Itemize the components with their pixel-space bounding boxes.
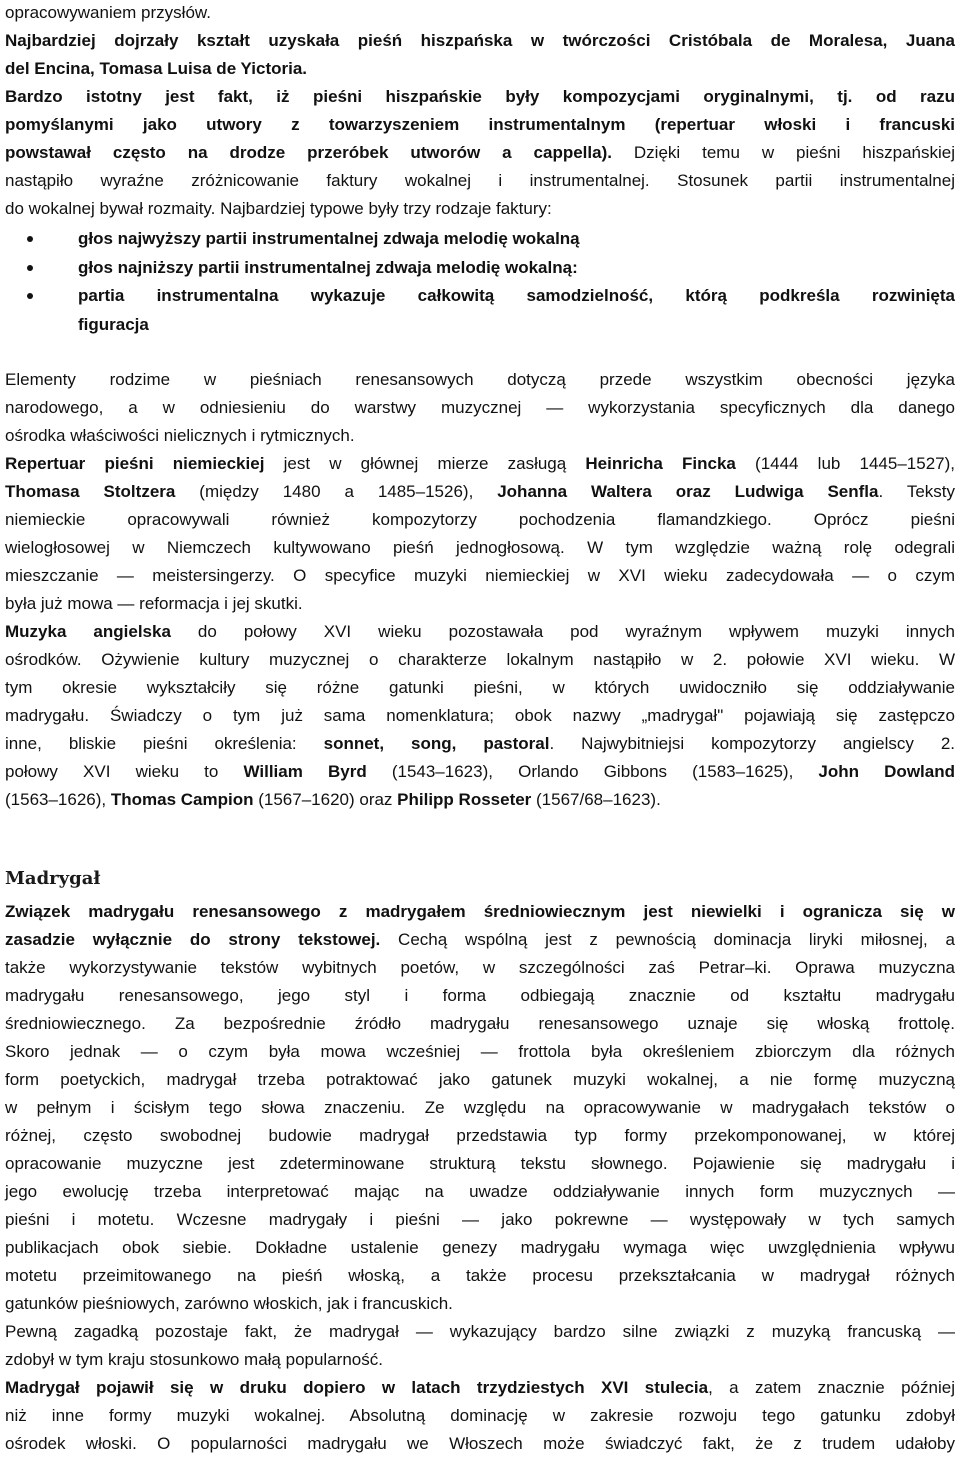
text-line <box>5 590 955 618</box>
bold-text: John Dowland <box>818 761 955 781</box>
text-line <box>5 27 955 55</box>
text-run: mieszczanie — meistersingerzy. O specyfice muzyki niemieckiej w XVI wieku zadecydowała — o czym <box>5 565 955 585</box>
text-run: inne, bliskie pieśni określenia: <box>5 733 324 753</box>
text-line <box>5 618 955 646</box>
text-line <box>5 1066 955 1094</box>
text-run: opracowywaniem przysłów. <box>5 3 211 22</box>
bullet-dot-icon <box>27 265 33 271</box>
bold-text: William Byrd <box>243 761 367 781</box>
text-line <box>5 167 955 195</box>
text-run: gatunków pieśniowych, zarówno włoskich, jak i francuskich. <box>5 1293 453 1313</box>
text-run: Skoro jednak — o czym była mowa wcześniej — frottola była określeniem zbiorczym dla różnych <box>5 1041 955 1061</box>
text-run: ośrodek włoski. O popularności madrygału we Włoszech może świadczyć fakt, że z trudem udałoby <box>5 1433 955 1453</box>
text-run: w pełnym i ścisłym tego słowa znaczeniu. Ze względu na opracowywanie w madrygałach tekstów o <box>5 1097 955 1117</box>
text-line <box>5 1234 955 1262</box>
text-line <box>5 0 955 27</box>
text-line <box>5 1346 955 1374</box>
text-run: zdobył w tym kraju stosunkowo małą popularność. <box>5 1349 383 1369</box>
text-line <box>5 394 955 422</box>
bullet-dot-icon <box>27 293 33 299</box>
text-line <box>5 674 955 702</box>
bullet-item-continuation <box>5 311 955 340</box>
text-run: madrygału renesansowego, jego styl i forma odbiegają znacznie od kształtu madrygału <box>5 985 955 1005</box>
bold-text: Najbardziej dojrzały kształt uzyskała pieśń hiszpańska w twórczości Cristóbala de Moralesa, Juana <box>5 31 955 50</box>
paragraph <box>5 1374 955 1458</box>
paragraph <box>5 366 955 450</box>
text-line <box>5 1374 955 1402</box>
text-run: wielogłosowej w Niemczech kultywowano pieśń jednogłosową. W tym względzie ważną rolę odegrali <box>5 537 955 557</box>
bold-text: zasadzie wyłącznie do strony tekstowej. <box>5 929 381 949</box>
text-run: pieśni i motetu. Wczesne madrygały i pieśni — jako pokrewne — występowały w tych samych <box>5 1209 955 1229</box>
paragraph <box>5 618 955 814</box>
bold-text: Madrygał pojawił się w druku dopiero w latach trzydziestych XVI stulecia <box>5 1377 709 1397</box>
text-run: Cechą wspólną jest z pewnością dominacja liryki miłosnej, a <box>380 929 955 949</box>
text-line <box>5 898 955 926</box>
bold-text: Heinricha Fincka <box>585 453 736 473</box>
text-run: (1444 lub 1445–1527), <box>735 453 955 473</box>
text-run: publikacjach obok siebie. Dokładne ustalenie genezy madrygału wymaga więc uwzględnienia wpływu <box>5 1237 955 1257</box>
bold-text: Thomas Campion <box>110 789 254 809</box>
text-line <box>5 1178 955 1206</box>
bullet-item <box>5 282 955 311</box>
text-run: (1563–1626), <box>5 789 111 809</box>
bold-text: Związek madrygału renesansowego z madrygałem średniowiecznym jest niewielki i ogranicza się w <box>5 901 955 921</box>
text-run: madrygału. Świadczy o tym już sama nomenklatura; obok nazwy „madrygał" pojawiają się zastępczo <box>5 705 955 725</box>
text-line <box>5 478 955 506</box>
paragraph <box>5 898 955 1318</box>
bold-text: sonnet, song, pastoral <box>323 733 550 753</box>
paragraph <box>5 27 955 83</box>
paragraph <box>5 1318 955 1374</box>
text-run: średniowiecznego. Za bezpośrednie źródło madrygału renesansowego uznaje się włoską frottolę. <box>5 1013 955 1033</box>
text-run: ośrodków. Ożywienie kultury muzycznej o charakterze lokalnym nastąpiło w 2. połowie XVI wieku. W <box>5 649 955 669</box>
text-line <box>5 1318 955 1346</box>
text-run: form poetyckich, madrygał trzeba potraktować jako gatunek muzyki wokalnej, a nie formę muzyczną <box>5 1069 955 1089</box>
bold-text: figuracja <box>78 315 149 335</box>
bold-text: pomyślanymi jako utwory z towarzyszeniem instrumentalnym (repertuar włoski i francuski <box>5 115 955 134</box>
document-body <box>5 0 955 1458</box>
text-run: jego ewolucję trzeba interpretować mając na uwadze oddziaływanie innych form muzycznych — <box>5 1181 955 1201</box>
bullet-item <box>5 225 955 254</box>
section-heading: Madrygał <box>5 867 101 889</box>
text-run: nastąpiło wyraźne zróżnicowanie faktury wokalnej i instrumentalnej. Stosunek partii instrumentalnej <box>5 171 955 190</box>
text-line <box>5 195 955 223</box>
bold-text: Johanna Waltera oraz Ludwiga Senfla <box>497 481 879 501</box>
text-run: opracowanie muzyczne jest zdeterminowane strukturą tekstu słownego. Pojawienie się madrygału i <box>5 1153 955 1173</box>
text-run: , a zatem znacznie później <box>708 1377 955 1397</box>
paragraph <box>5 450 955 618</box>
text-run: Dzięki temu w pieśni hiszpańskiej <box>611 143 955 162</box>
text-line <box>5 926 955 954</box>
text-line <box>5 139 955 167</box>
text-line <box>5 422 955 450</box>
text-run: połowy XVI wieku to <box>5 761 244 781</box>
bold-text: powstawał często na drodze przeróbek utworów a cappella). <box>5 143 612 162</box>
text-line <box>5 702 955 730</box>
text-run: (1567–1620) oraz <box>253 789 398 809</box>
paragraph <box>5 83 955 223</box>
text-run: (między 1480 a 1485–1526), <box>175 481 498 501</box>
text-run: jest w głównej mierze zasługą <box>264 453 586 473</box>
text-run: była już mowa — reformacja i jej skutki. <box>5 593 303 613</box>
text-line <box>5 1402 955 1430</box>
text-line <box>5 1122 955 1150</box>
text-line <box>5 1150 955 1178</box>
text-run: narodowego, a w odniesieniu do warstwy muzycznej — wykorzystania specyficznych dla danego <box>5 397 955 417</box>
bullet-item <box>5 254 955 283</box>
text-line <box>5 111 955 139</box>
bold-text: Repertuar pieśni niemieckiej <box>5 453 265 473</box>
text-run: niż inne formy muzyki wokalnej. Absolutną dominację w zakresie rozwoju tego gatunku zdobył <box>5 1405 955 1425</box>
text-line <box>5 1094 955 1122</box>
text-line <box>5 1038 955 1066</box>
text-line <box>5 1430 955 1458</box>
text-line <box>5 646 955 674</box>
text-line <box>5 982 955 1010</box>
text-line <box>5 758 955 786</box>
text-run: ośrodka właściwości nielicznych i rytmicznych. <box>5 425 355 445</box>
text-line <box>5 1206 955 1234</box>
text-line <box>5 534 955 562</box>
bold-text: głos najniższy partii instrumentalnej zdwaja melodię wokalną: <box>78 257 578 277</box>
text-run: tym okresie wykształciły się różne gatunki pieśni, w których uwidoczniło się oddziaływanie <box>5 677 955 697</box>
text-line <box>5 450 955 478</box>
bold-text: głos najwyższy partii instrumentalnej zdwaja melodię wokalną <box>78 229 580 248</box>
text-line <box>5 1010 955 1038</box>
text-run: (1567/68–1623). <box>531 789 661 809</box>
text-line <box>5 954 955 982</box>
text-run: także wykorzystywanie tekstów wybitnych poetów, w szczególności zaś Petrar–ki. Oprawa muzyczna <box>5 957 955 977</box>
bold-text: Philipp Rosseter <box>397 789 532 809</box>
text-run: (1543–1623), Orlando Gibbons (1583–1625), <box>366 761 819 781</box>
bullet-dot-icon <box>27 236 33 242</box>
bold-text: del Encina, Tomasa Luisa de Yictoria. <box>5 59 308 78</box>
paragraph <box>5 0 955 27</box>
text-run: Pewną zagadką pozostaje fakt, że madrygał — wykazujący bardzo silne związki z muzyką francuską — <box>5 1321 955 1341</box>
text-run: Elementy rodzime w pieśniach renesansowych dotyczą przede wszystkim obecności języka <box>5 369 955 389</box>
text-line <box>5 786 955 814</box>
bold-text: Thomasa Stoltzera <box>5 481 176 501</box>
text-run: niemieckie opracowywali również kompozytorzy pochodzenia flamandzkiego. Oprócz pieśni <box>5 509 955 529</box>
bold-text: partia instrumentalna wykazuje całkowitą samodzielność, którą podkreśla rozwinięta <box>78 286 955 306</box>
text-line <box>5 83 955 111</box>
text-run: różnej, często swobodnej budowie madrygał przedstawia typ formy przekomponowanej, w której <box>5 1125 955 1145</box>
bold-text: Bardzo istotny jest fakt, iż pieśni hiszpańskie były kompozycjami oryginalnymi, tj. od razu <box>5 87 955 106</box>
bullet-list <box>5 225 955 340</box>
bold-text: Muzyka angielska <box>5 621 171 641</box>
text-line <box>5 366 955 394</box>
text-line <box>5 55 955 83</box>
text-run: do połowy XVI wieku pozostawała pod wyraźnym wpływem muzyki innych <box>170 621 955 641</box>
text-run: . Teksty <box>878 481 955 501</box>
text-run: motetu przeimitowanego na pieśń włoską, a także procesu przekształcania w madrygał różnych <box>5 1265 955 1285</box>
text-line <box>5 1262 955 1290</box>
text-line <box>5 730 955 758</box>
text-run: . Najwybitniejsi kompozytorzy angielscy 2. <box>549 733 955 753</box>
text-line <box>5 506 955 534</box>
text-line <box>5 1290 955 1318</box>
text-line <box>5 562 955 590</box>
text-run: do wokalnej bywał rozmaity. Najbardziej typowe były trzy rodzaje faktury: <box>5 199 552 218</box>
